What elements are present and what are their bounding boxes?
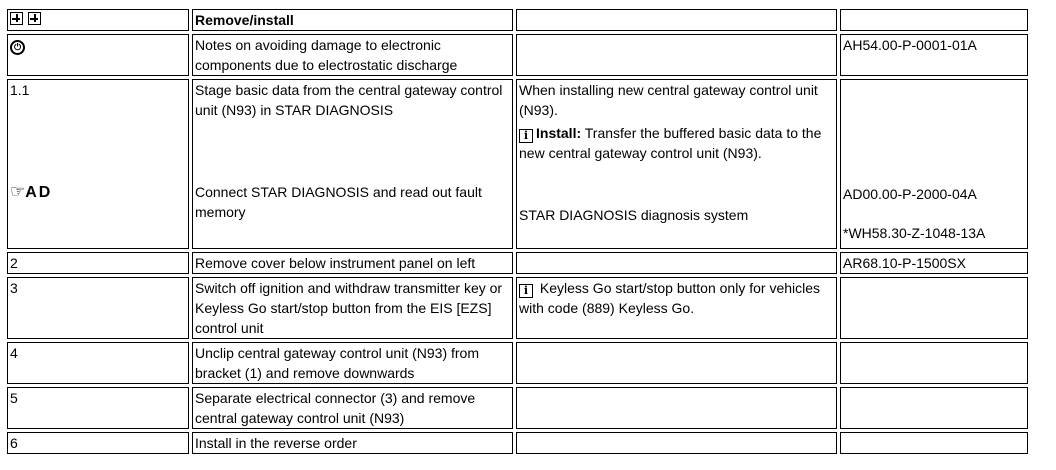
step-cell: 4 (7, 342, 189, 384)
step-cell (7, 34, 189, 76)
ad-ref[interactable]: AD00.00-P-2000-04A (843, 186, 977, 202)
tool-ref[interactable]: *WH58.30-Z-1048-13A (843, 225, 986, 241)
note-text: Keyless Go start/stop button only for vehicles with code (889) Keyless Go. (519, 280, 821, 316)
info-icon: i (519, 284, 533, 298)
step-number: 1.1 (10, 82, 30, 98)
header-empty-cell (516, 9, 837, 31)
header-empty-cell (840, 9, 1028, 31)
note-cell (516, 34, 837, 76)
note-intro: When installing new central gateway control unit (N93). (519, 82, 818, 118)
task-cell: Notes on avoiding damage to electronic components due to electrostatic discharge (192, 34, 513, 76)
task-text: Stage basic data from the central gateway control unit (N93) in STAR DIAGNOSIS (195, 82, 503, 118)
ref-cell[interactable]: AH54.00-P-0001-01A (840, 34, 1028, 76)
tool-name: STAR DIAGNOSIS diagnosis system (519, 207, 749, 223)
table-row (7, 252, 1028, 274)
table-row (7, 387, 1028, 429)
note-cell (516, 277, 837, 339)
collapse-icon[interactable] (28, 12, 41, 25)
table-row (7, 34, 1028, 76)
table-row (7, 432, 1028, 454)
step-cell: 2 (7, 252, 189, 274)
header-icons-cell (7, 9, 189, 31)
task-cell (192, 79, 513, 249)
task-cell: Separate electrical connector (3) and remove central gateway control unit (N93) (192, 387, 513, 429)
header-row (7, 9, 1028, 31)
expand-icon[interactable] (10, 12, 23, 25)
ref-cell (840, 342, 1028, 384)
step-cell: 3 (7, 277, 189, 339)
header-title: Remove/install (192, 9, 513, 31)
table-row (7, 342, 1028, 384)
pointing-hand-icon: ☞ (10, 182, 26, 201)
step-cell: 6 (7, 432, 189, 454)
note-cell (516, 79, 837, 249)
ref-cell[interactable]: AR68.10-P-1500SX (840, 252, 1028, 274)
table-row (7, 79, 1028, 249)
ref-cell (840, 432, 1028, 454)
note-cell (516, 342, 837, 384)
note-cell (516, 432, 837, 454)
step-cell: 5 (7, 387, 189, 429)
note-body: Transfer the buffered basic data to the new central gateway control unit (N93). (519, 125, 822, 161)
ref-cell (840, 277, 1028, 339)
table-row (7, 277, 1028, 339)
procedure-table (4, 6, 1031, 457)
ref-cell (840, 387, 1028, 429)
step-cell (7, 79, 189, 249)
task-cell: Switch off ignition and withdraw transmitter key or Keyless Go start/stop button from the EIS [EZS] control unit (192, 277, 513, 339)
task-cell: Remove cover below instrument panel on left (192, 252, 513, 274)
note-cell (516, 387, 837, 429)
task-cell: Unclip central gateway control unit (N93) from bracket (1) and remove downwards (192, 342, 513, 384)
note-label: Install: (536, 125, 582, 141)
ad-label: AD (25, 184, 53, 201)
ref-cell (840, 79, 1028, 249)
info-icon: i (519, 129, 533, 143)
ad-task-text: Connect STAR DIAGNOSIS and read out fault memory (195, 184, 482, 220)
note-cell (516, 252, 837, 274)
esd-warning-icon: ⏻ (10, 40, 25, 55)
task-cell: Install in the reverse order (192, 432, 513, 454)
